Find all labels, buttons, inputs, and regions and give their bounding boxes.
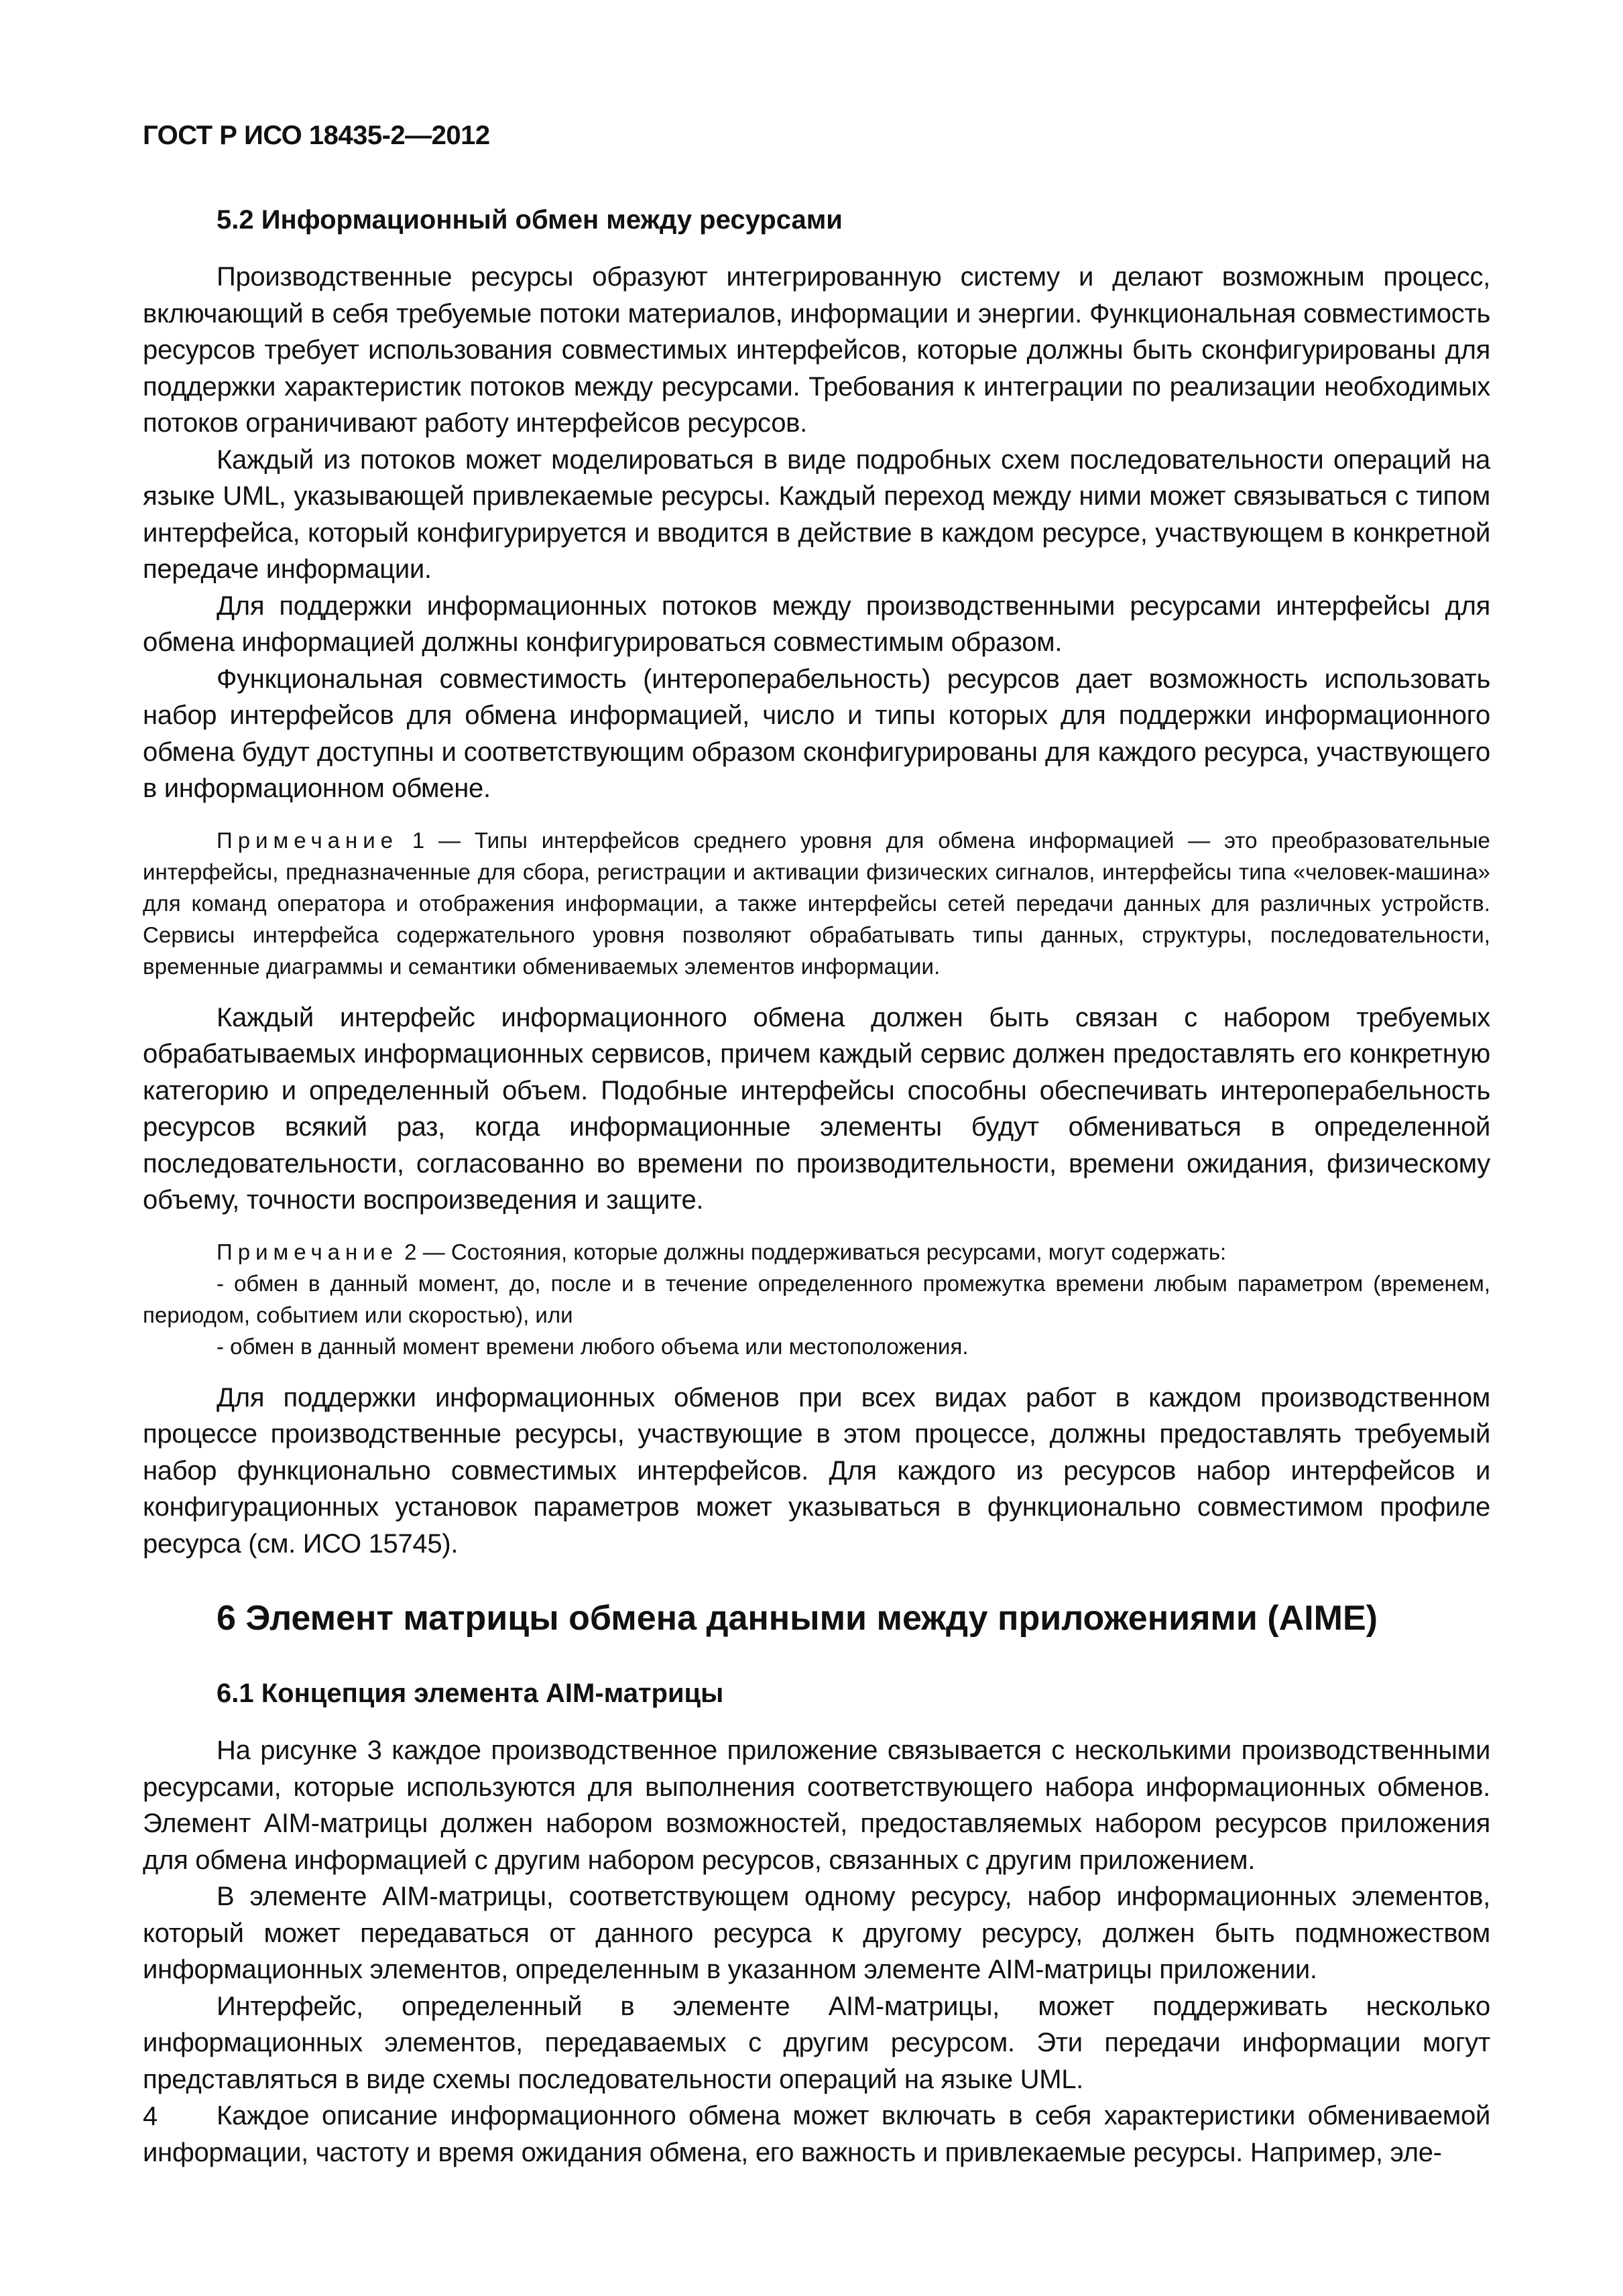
note-1-text: 1 — Типы интерфейсов среднего уровня для обмена информацией — это преобразовательные интерфейсы, предназначенные для сбора, регистрации и активации физических сигналов, интерфейсы типа «человек-машина» для команд оператора и отображения информации, а также интерфейсы сетей передачи данных для различных устройств. Сервисы интерфейса содержательного уровня позволяют обрабатывать типы данных, структуры, последовательности, временные диаграммы и семантики обмениваемых элементов информации. bbox=[143, 827, 1490, 979]
standard-code: ГОСТ Р ИСО 18435-2—2012 bbox=[143, 121, 490, 150]
paragraph: Для поддержки информационных обменов при всех видах работ в каждом производственном процессе производственные ресурсы, участвующие в этом процессе, должны предоставлять требуемый набор функционально совместимых интерфейсов. Для каждого из ресурсов набор интерфейсов и конфигурационных установок параметров может указываться в функционально совместимом профиле ресурса (см. ИСО 15745). bbox=[143, 1382, 1490, 1559]
paragraph: В элементе AIM-матрицы, соответствующем одному ресурсу, набор информационных элементов, который может передаваться от данного ресурса к другому ресурсу, должен быть подмножеством информационных элементов, определенным в указанном элементе AIM-матрицы приложении. bbox=[143, 1882, 1490, 1984]
section-5-2-title: 5.2 Информационный обмен между ресурсами bbox=[217, 205, 843, 235]
paragraph: Для поддержки информационных потоков между производственными ресурсами интерфейсы для обмена информацией должны конфигурироваться совместимым образом. bbox=[143, 591, 1490, 657]
paragraph: Интерфейс, определенный в элементе AIM-матрицы, может поддерживать несколько информационных элементов, передаваемых с другим ресурсом. Эти передачи информации могут представляться в виде схемы последовательности операций на языке UML. bbox=[143, 1991, 1490, 2094]
note-2 bbox=[143, 1236, 1490, 1362]
note-2-label: Примечание bbox=[217, 1239, 399, 1264]
paragraph: Производственные ресурсы образуют интегрированную систему и делают возможным процесс, включающий в себя требуемые потоки материалов, информации и энергии. Функциональная совместимость ресурсов требует использования совместимых интерфейсов, которые должны быть сконфигурированы для поддержки характеристик потоков между ресурсами. Требования к интеграции по реализации необходимых потоков ограничивают работу интерфейсов ресурсов. bbox=[143, 262, 1490, 438]
section-6-1-title: 6.1 Концепция элемента AIM-матрицы bbox=[217, 1679, 724, 1708]
paragraph: Каждое описание информационного обмена может включать в себя характеристики обмениваемой информации, частоту и время ожидания обмена, его важность и привлекаемые ресурсы. Например, эле- bbox=[143, 2101, 1490, 2167]
note-2-item-2: - обмен в данный момент времени любого объема или местоположения. bbox=[217, 1333, 969, 1359]
note-1-label: Примечание bbox=[217, 827, 399, 853]
note-2-item-1: - обмен в данный момент, до, после и в течение определенного промежутка времени любым параметром (временем, периодом, событием или скоростью), или bbox=[143, 1270, 1490, 1327]
page-content bbox=[143, 201, 1490, 2171]
note-2-intro bbox=[143, 1236, 1490, 1268]
paragraph: Каждый интерфейс информационного обмена должен быть связан с набором требуемых обрабатываемых информационных сервисов, причем каждый сервис должен предоставлять его конкретную категорию и определенный объем. Подобные интерфейсы способны обеспечивать интероперабельность ресурсов всякий раз, когда информационные элементы будут обмениваться в определенной последовательности, согласованно во времени по производительности, времени ожидания, физическому объему, точности воспроизведения и защите. bbox=[143, 1002, 1490, 1215]
page-number: 4 bbox=[143, 2102, 158, 2131]
paragraph: На рисунке 3 каждое производственное приложение связывается с несколькими производственными ресурсами, которые используются для выполнения соответствующего набора информационных обменов. Элемент AIM-матрицы должен набором возможностей, предоставляемых набором ресурсов приложения для обмена информацией с другим набором ресурсов, связанных с другим приложением. bbox=[143, 1736, 1490, 1875]
paragraph: Функциональная совместимость (интероперабельность) ресурсов дает возможность использовать набор интерфейсов для обмена информацией, число и типы которых для поддержки информационного обмена будут доступны и соответствующим образом сконфигурированы для каждого ресурса, участвующего в информационном обмене. bbox=[143, 664, 1490, 803]
section-6-title: 6 Элемент матрицы обмена данными между приложениями (AIME) bbox=[217, 1599, 1378, 1638]
note-2-intro-text: 2 — Состояния, которые должны поддерживаться ресурсами, могут содержать: bbox=[398, 1239, 1227, 1264]
note-1 bbox=[143, 825, 1490, 982]
paragraph: Каждый из потоков может моделироваться в виде подробных схем последовательности операций на языке UML, указывающей привлекаемые ресурсы. Каждый переход между ними может связываться с типом интерфейса, который конфигурируется и вводится в действие в каждом ресурсе, участвующем в конкретной передаче информации. bbox=[143, 444, 1490, 584]
